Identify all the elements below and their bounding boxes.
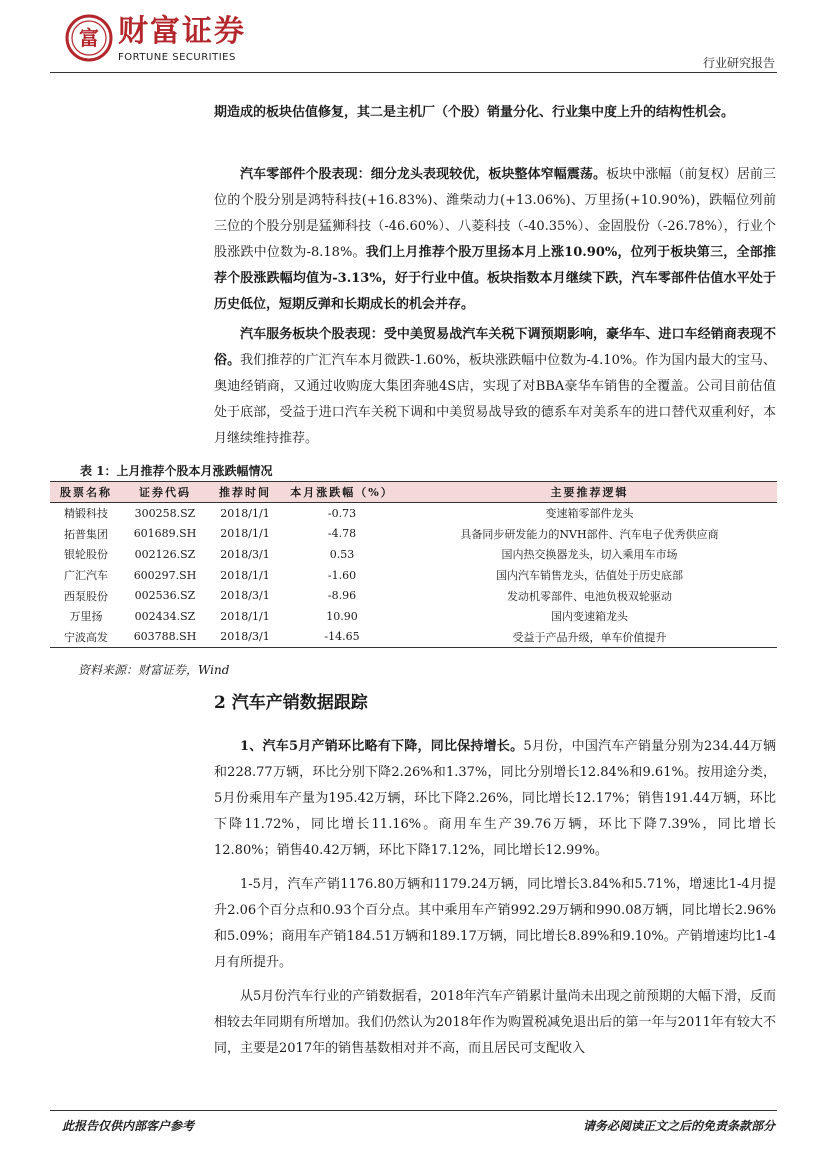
table-caption: 表 1：上月推荐个股本月涨跌幅情况	[80, 464, 273, 478]
cell-name: 宁波高发	[50, 627, 122, 648]
cell-logic: 国内热交换器龙头，切入乘用车市场	[501, 548, 678, 562]
cell-name: 拓普集团	[64, 527, 108, 541]
cell-name: 精锻科技	[64, 507, 108, 521]
recommended-stocks-table	[50, 481, 777, 648]
logo-glyph: 富	[79, 26, 99, 50]
footer-notice-right: 请务必阅读正文之后的免责条款部分	[582, 1119, 775, 1133]
parts-tail: 我们上月推荐个股万里扬本月上涨10.90%，位列于板块第三，全部推荐个股涨跌幅均值为-3.13%，好于行业中值。板块指数本月继续下跌，汽车零部件估值水平处于历史低位，短期反弹和长期成长的机会并存。	[214, 245, 776, 312]
column-header-change: 本月涨跌幅（%）	[282, 482, 402, 503]
parts-lead: 汽车零部件个股表现：细分龙头表现较优，板块整体窄幅震荡。	[240, 167, 607, 182]
column-header-name: 股票名称	[50, 482, 122, 503]
cell-logic: 国内变速箱龙头	[551, 610, 628, 624]
table-row	[50, 627, 777, 648]
cell-date: 2018/3/1	[220, 589, 270, 603]
table-row	[50, 565, 777, 586]
footer-notice-left: 此报告仅供内部客户参考	[62, 1119, 195, 1133]
paragraph-may-sales	[214, 734, 776, 864]
cell-code: 603788.SH	[122, 627, 208, 648]
cell-logic: 受益于产品升级，单车价值提升	[402, 627, 777, 648]
paragraph-parts-stocks	[214, 162, 776, 318]
cell-date: 2018/1/1	[220, 527, 270, 541]
service-body: 我们推荐的广汇汽车本月微跌-1.60%，板块涨跌幅中位数为-4.10%。作为国内最大的宝马、奥迪经销商，又通过收购庞大集团奔驰4S店，实现了对BBA豪华车销售的全覆盖。公司目前估值处于底部，受益于进口汽车关税下调和中美贸易战导致的德系车对美系车的进口替代双重利好，本月继续维持推荐。	[214, 353, 776, 446]
cell-logic: 具备同步研发能力的NVH部件、汽车电子优秀供应商	[460, 527, 719, 541]
cell-change: 10.90	[326, 609, 358, 623]
cell-code: 601689.SH	[133, 527, 197, 541]
cell-change: -8.96	[327, 589, 357, 603]
footer-divider	[50, 1110, 777, 1111]
cell-name: 西泵股份	[64, 589, 108, 603]
may-sales-lead: 1、汽车5月产销环比略有下降，同比保持增长。	[240, 739, 524, 754]
cell-date: 2018/1/1	[220, 568, 270, 582]
cell-change: 0.53	[329, 547, 355, 561]
cell-code: 002126.SZ	[134, 547, 196, 561]
table-header-row	[50, 482, 777, 503]
paragraph-service-stocks	[214, 322, 776, 452]
cell-change: -1.60	[327, 568, 357, 582]
fortune-securities-logo	[65, 14, 113, 62]
brand-name-cn: 财富证券	[118, 14, 246, 49]
column-header-date: 推荐时间	[208, 482, 282, 503]
paragraph-valuation-text: 期造成的板块估值修复，其二是主机厂（个股）销量分化、行业集中度上升的结构性机会。	[214, 105, 735, 120]
cell-code: 002536.SZ	[134, 589, 196, 603]
service-lead: 汽车服务板块个股表现：受中美贸易战汽车关税下调预期影响，豪华车、进口车经销商表现不俗。	[214, 327, 776, 368]
cell-change: -14.65	[282, 627, 402, 648]
cell-logic: 变速箱零部件龙头	[545, 507, 634, 521]
cell-code: 600297.SH	[133, 568, 197, 582]
cell-date: 2018/1/1	[220, 609, 270, 623]
table-row	[50, 524, 777, 545]
cell-logic: 国内汽车销售龙头，估值处于历史底部	[496, 569, 683, 583]
table-row	[50, 544, 777, 565]
paragraph-jan-may-sales	[214, 872, 776, 976]
table-row	[50, 585, 777, 606]
cell-name: 银轮股份	[64, 548, 108, 562]
document-type: 行业研究报告	[702, 56, 775, 70]
may-sales-body: 5月份，中国汽车产销量分别为234.44万辆和228.77万辆，环比分别下降2.26%和1.37%，同比分别增长12.84%和9.61%。按用途分类，5月份乘用车产量为195.42万辆，环比下降2.26%，同比增长12.17%；销售191.44万辆，环比下降11.72%，同比增长11.16%。商用车生产39.76万辆，环比下降7.39%，同比增长12.80%；销售40.42万辆，环比下降17.12%，同比增长12.99%。	[214, 739, 776, 858]
cell-date: 2018/3/1	[220, 547, 270, 561]
cell-logic: 发动机零部件、电池负极双轮驱动	[507, 589, 672, 603]
paragraph-outlook	[214, 984, 776, 1062]
section-title: 2 汽车产销数据跟踪	[214, 693, 368, 713]
cell-code: 300258.SZ	[134, 506, 196, 520]
parts-body: 板块中涨幅（前复权）居前三位的个股分别是鸿特科技(+16.83%)、潍柴动力(+13.06%)、万里扬(+10.90%)，跌幅位列前三位的个股分别是猛狮科技（-46.60%）、八菱科技（-40.35%）、金固股份（-26.78%），行业个股涨跌中位数为-8.18%。	[214, 167, 776, 260]
cell-date: 2018/1/1	[220, 506, 270, 520]
header-divider	[50, 72, 777, 73]
cell-code: 002434.SZ	[134, 609, 196, 623]
table-source: 资料来源：财富证券，Wind	[78, 663, 230, 677]
jan-may-sales-text: 1-5月，汽车产销1176.80万辆和1179.24万辆，同比增长3.84%和5.71%，增速比1-4月提升2.06个百分点和0.93个百分点。其中乘用车产销992.29万辆和990.08万辆，同比增长2.96%和5.09%；商用车产销184.51万辆和189.17万辆，同比增长8.89%和9.10%。产销增速均比1-4月有所提升。	[214, 877, 776, 970]
table-row	[50, 606, 777, 627]
column-header-code: 证券代码	[122, 482, 208, 503]
paragraph-valuation	[214, 100, 776, 126]
cell-name: 广汇汽车	[64, 569, 108, 583]
brand-name-en: FORTUNE SECURITIES	[118, 52, 236, 63]
outlook-text: 从5月份汽车行业的产销数据看，2018年汽车产销累计量尚未出现之前预期的大幅下滑，反而相较去年同期有所增加。我们仍然认为2018年作为购置税减免退出后的第一年与2011年有较大不同，主要是2017年的销售基数相对并不高，而且居民可支配收入	[214, 989, 776, 1056]
cell-name: 万里扬	[69, 610, 103, 624]
cell-date: 2018/3/1	[208, 627, 282, 648]
cell-change: -4.78	[327, 527, 357, 541]
column-header-logic: 主要推荐逻辑	[402, 482, 777, 503]
cell-change: -0.73	[327, 506, 357, 520]
table-row	[50, 503, 777, 524]
